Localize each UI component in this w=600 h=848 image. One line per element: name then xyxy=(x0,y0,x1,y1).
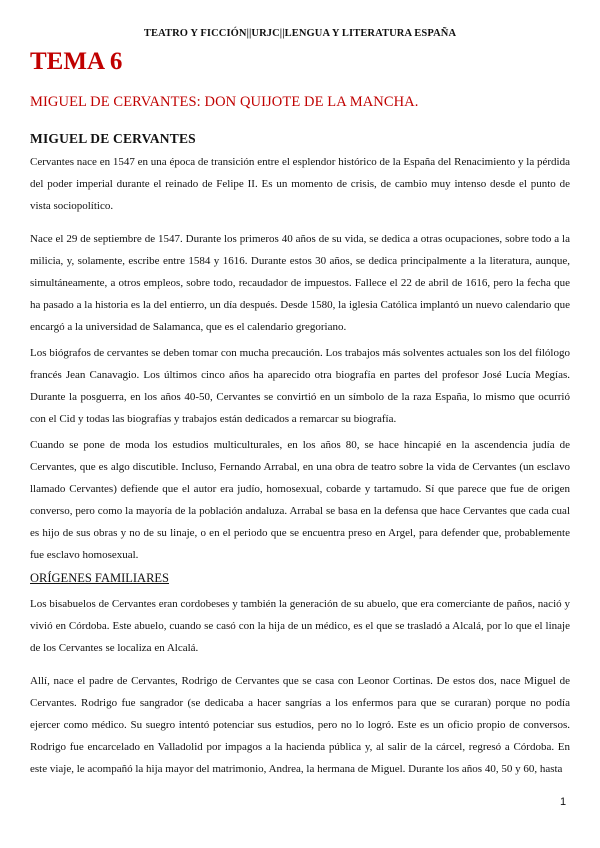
paragraph: Los bisabuelos de Cervantes eran cordobeses y también la generación de su abuelo, que era comerciante de paños, nació y vivió en Córdoba. Este abuelo, cuando se casó con la hija de un médico, es el que se trasladó a Alcalá, por lo que el linaje de los Cervantes se localiza en Alcalá. xyxy=(30,598,570,654)
page-header: TEATRO Y FICCIÓN||URJC||LENGUA Y LITERATURA ESPAÑA xyxy=(143,28,457,39)
paragraph: Los biógrafos de cervantes se deben tomar con mucha precaución. Los trabajos más solventes actuales son los del filólogo francés Jean Canavagio. Los últimos cinco años ha aparecido otra biografía en partes del profesor José Lucía Megías. Durante la posguerra, en los años 40-50, Cervantes se convirtió en un símbolo de la raza España, lo mismo que ocurrió con el Cid y todas las biografías y trabajos están dedicados a remarcar su biografía. xyxy=(30,347,570,425)
paragraph: Nace el 29 de septiembre de 1547. Durante los primeros 40 años de su vida, se dedica a otras ocupaciones, sobre todo a la milicia, y, solamente, escribe entre 1584 y 1616. Durante estos 30 años, se dedica principalmente a la literatura, aunque, simultáneamente, a otros empleos, sobre todo, recaudador de impuestos. Fallece el 22 de abril de 1616, pero la fecha que ha pasado a la historia es la del entierro, un día después. Desde 1580, la iglesia Católica implantó un nuevo calendario que encargó a la universidad de Salamanca, que es el calendario gregoriano. xyxy=(30,233,570,333)
page-title: TEMA 6 xyxy=(30,48,123,75)
paragraph: Cuando se pone de moda los estudios multiculturales, en los años 80, se hace hincapié en la ascendencia judía de Cervantes, que es algo discutible. Incluso, Fernando Arrabal, en una obra de teatro sobre la vida de Cervantes (un esclavo llamado Cervantes) defiende que el autor era judío, homosexual, cobarde y tartamudo. Sí que parece que fue de origen converso, pero como la mayoría de la población andaluza. Arrabal se basa en la defensa que hace Cervantes que cada cual es hijo de sus obras y no de su linaje, o en el periodo que se encuentra preso en Argel, para defender que, probablemente fue esclavo homosexual. xyxy=(30,439,570,561)
paragraph: Cervantes nace en 1547 en una época de transición entre el esplendor histórico de la España del Renacimiento y la pérdida del poder imperial durante el reinado de Felipe II. Es un momento de crisis, de cambio muy intenso desde el punto de vista sociopolítico. xyxy=(30,156,570,212)
paragraph: Allí, nace el padre de Cervantes, Rodrigo de Cervantes que se casa con Leonor Cortinas. De estos dos, nace Miguel de Cervantes. Rodrigo fue sangrador (se dedicaba a hacer sangrías a los enfermos para que se curaran) porque no podía ejercer como médico. Su suegro intentó potenciar sus estudios, pero no lo logró. Este es un oficio propio de conversos. Rodrigo fue encarcelado en Valladolid por impagos a la hacienda pública y, al salir de la cárcel, regresó a Córdoba. En este viaje, le acompañó la hija mayor del matrimonio, Andrea, la hermana de Miguel. Durante los años 40, 50 y 60, hasta xyxy=(30,675,570,775)
subsection-title: ORÍGENES FAMILIARES xyxy=(30,571,170,585)
page-subtitle: MIGUEL DE CERVANTES: DON QUIJOTE DE LA MANCHA. xyxy=(30,94,419,110)
page-number: 1 xyxy=(560,796,567,808)
section-title: MIGUEL DE CERVANTES xyxy=(30,131,196,146)
